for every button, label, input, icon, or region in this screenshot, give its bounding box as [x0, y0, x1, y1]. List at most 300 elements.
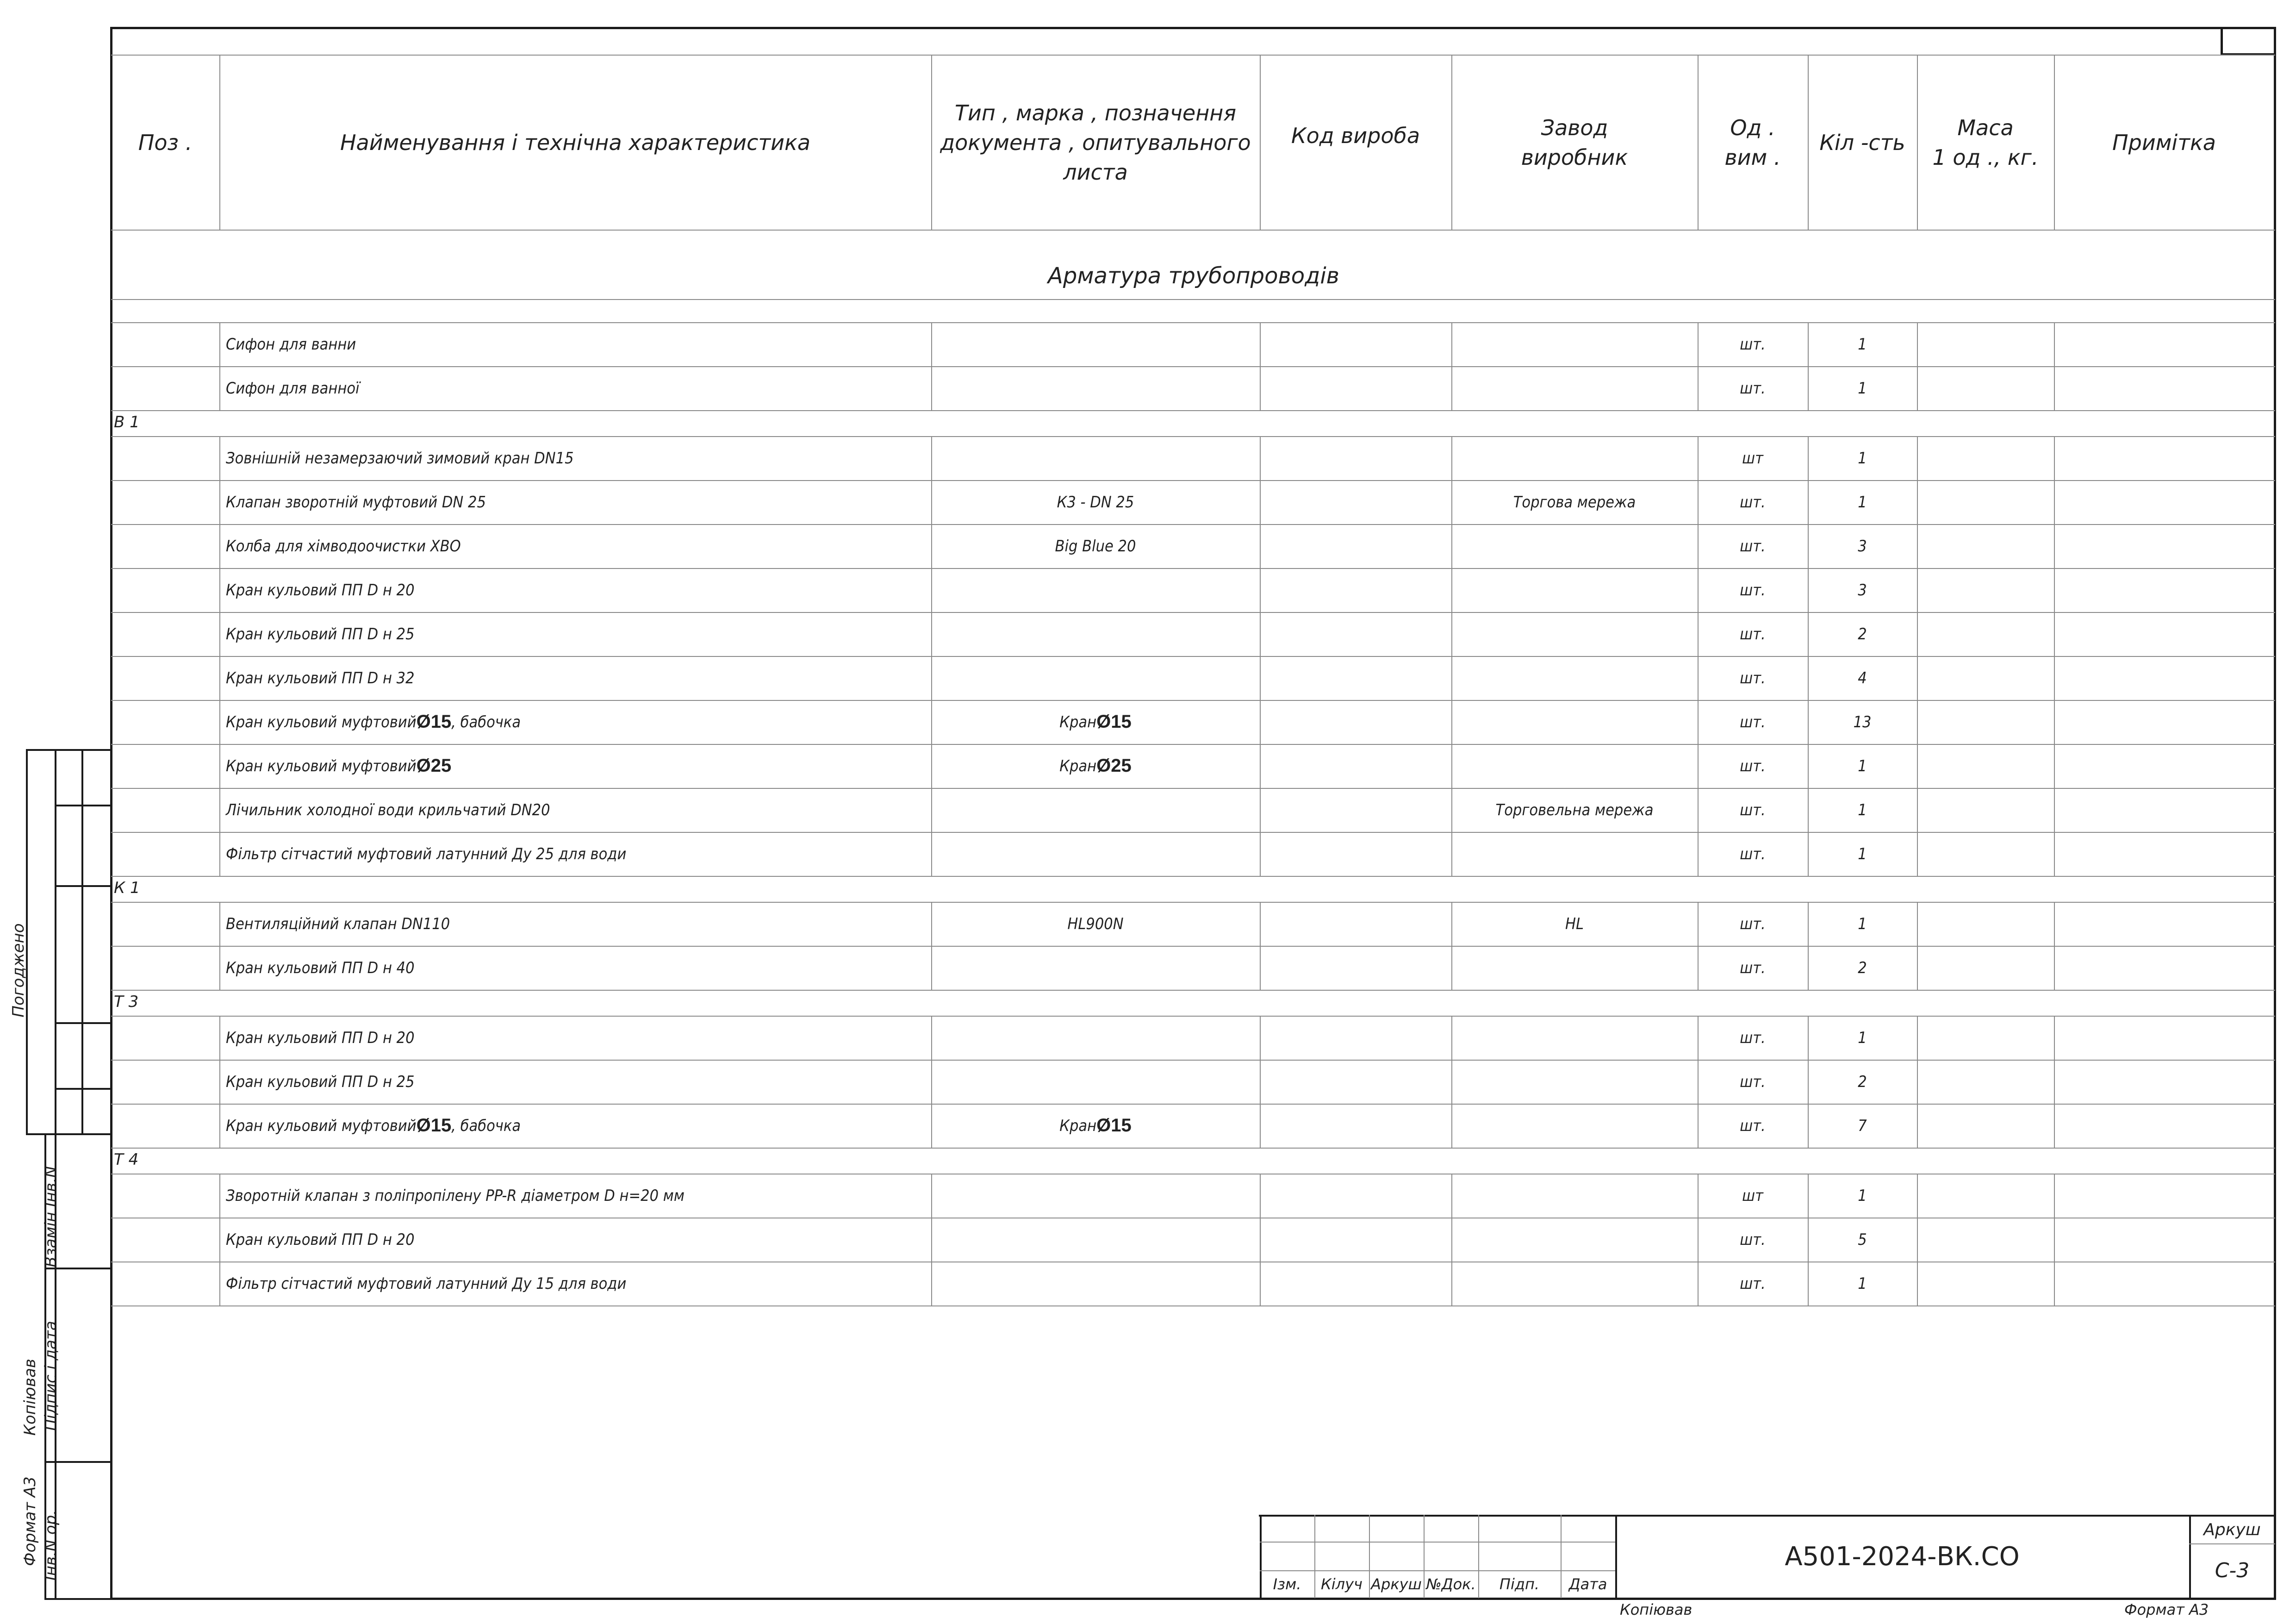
cell-unit: шт [1742, 449, 1763, 468]
cell-type [931, 612, 1260, 656]
grid-vline [2054, 788, 2055, 832]
grid-vline [1808, 1218, 1809, 1262]
cell-maker: HL [1565, 914, 1584, 933]
grid-vline [1917, 744, 1918, 788]
grid-vline [1260, 832, 1261, 876]
cell-type [931, 366, 1260, 410]
grid-hline [111, 524, 2275, 525]
cell-maker [1451, 832, 1698, 876]
cell-unit: шт. [1740, 1230, 1766, 1249]
grid-vline [219, 788, 220, 832]
cell-maker: Торгова мережа [1513, 493, 1636, 512]
grid-hline [111, 480, 2275, 481]
grid-vline [1698, 656, 1699, 700]
stamp-line [55, 749, 56, 1598]
cell-name: Кран кульовий муфтовий Ø15 , бабочка [226, 712, 521, 732]
cell-type: Кран Ø25 [1059, 756, 1132, 776]
grid-vline [219, 1104, 220, 1148]
cell-unit: шт. [1740, 379, 1766, 398]
cell-name: Кран кульовий ПП D н 25 [226, 625, 415, 643]
group-label: Т 4 [114, 1150, 139, 1169]
footer-copied: Копіював [1620, 1601, 1692, 1618]
grid-vline [1917, 946, 1918, 990]
grid-vline [1451, 1262, 1452, 1305]
cell-type [931, 1218, 1260, 1262]
cell-unit: шт. [1740, 712, 1766, 731]
grid-vline [1260, 1262, 1261, 1305]
grid-vline [1808, 788, 1809, 832]
grid-hline [111, 612, 2275, 613]
grid-vline [931, 1016, 932, 1060]
cell-unit: шт. [1740, 914, 1766, 933]
tb-line [2189, 1515, 2191, 1598]
grid-vline [219, 1016, 220, 1060]
cell-type: Big Blue 20 [1055, 537, 1136, 556]
grid-vline [1260, 1218, 1261, 1262]
stamp-format: Формат А3 [21, 1476, 39, 1566]
cell-maker [1451, 1104, 1698, 1148]
grid-vline [2054, 656, 2055, 700]
grid-vline [219, 1262, 220, 1305]
grid-vline [1451, 832, 1452, 876]
grid-hline [111, 366, 2275, 367]
cell-maker [1451, 656, 1698, 700]
cell-name: Кран кульовий муфтовий Ø15 , бабочка [226, 1115, 521, 1136]
grid-vline [1808, 612, 1809, 656]
grid-hline [111, 568, 2275, 569]
grid-vline [219, 656, 220, 700]
grid-vline [2054, 700, 2055, 744]
grid-vline [1698, 1060, 1699, 1104]
cell-name: Кран кульовий ПП D н 25 [226, 1072, 415, 1091]
grid-vline [1917, 656, 1918, 700]
header-code: Код вироба [1291, 123, 1420, 148]
cell-name: Зворотній клапан з поліпропілену PP-R діаметром D н=20 мм [226, 1186, 684, 1205]
stamp-agreed: Погоджено [9, 923, 28, 1018]
cell-qty: 1 [1858, 449, 1867, 468]
grid-vline [1808, 366, 1809, 410]
grid-vline [2054, 55, 2055, 230]
grid-vline [2054, 1104, 2055, 1148]
grid-vline [931, 366, 932, 410]
grid-vline [1808, 1016, 1809, 1060]
grid-vline [931, 700, 932, 744]
grid-vline [1451, 480, 1452, 524]
cell-type [931, 1174, 1260, 1218]
grid-vline [2054, 1174, 2055, 1218]
cell-name: Сифон для ванни [226, 335, 356, 354]
grid-vline [931, 1218, 932, 1262]
grid-vline [1917, 366, 1918, 410]
stamp-copied: Копіював [21, 1358, 39, 1436]
cell-qty: 1 [1858, 914, 1867, 933]
grid-vline [219, 480, 220, 524]
tb-label-data: Дата [1568, 1575, 1607, 1593]
grid-vline [1917, 436, 1918, 480]
grid-vline [1451, 700, 1452, 744]
grid-vline [1451, 1174, 1452, 1218]
tb-label-arkush: Аркуш [1371, 1575, 1422, 1593]
cell-qty: 4 [1858, 668, 1867, 687]
tb-line [1561, 1515, 1562, 1598]
grid-vline [1698, 524, 1699, 568]
cell-unit: шт. [1740, 537, 1766, 556]
grid-vline [219, 612, 220, 656]
tb-line [2189, 1543, 2275, 1544]
grid-vline [1260, 436, 1261, 480]
grid-vline [2054, 946, 2055, 990]
cell-name: Зовнішній незамерзаючий зимовий кран DN15 [226, 449, 574, 468]
grid-vline [219, 322, 220, 366]
cell-type: Кран Ø15 [1059, 712, 1132, 732]
grid-vline [1451, 1016, 1452, 1060]
grid-vline [1808, 568, 1809, 612]
stamp-line [44, 1133, 46, 1598]
grid-hline [111, 410, 2275, 411]
header-unit: Од . вим . [1724, 115, 1781, 170]
grid-vline [1698, 1218, 1699, 1262]
stamp-line [26, 1133, 111, 1135]
grid-vline [1698, 946, 1699, 990]
grid-vline [2054, 1016, 2055, 1060]
cell-maker [1451, 1060, 1698, 1104]
grid-vline [1808, 832, 1809, 876]
grid-vline [1451, 788, 1452, 832]
cell-qty: 2 [1858, 1072, 1867, 1091]
grid-vline [1451, 946, 1452, 990]
header-maker: Завод виробник [1521, 115, 1628, 170]
grid-vline [1260, 524, 1261, 568]
grid-vline [1451, 612, 1452, 656]
cell-type [931, 946, 1260, 990]
grid-vline [1451, 1060, 1452, 1104]
cell-maker [1451, 1218, 1698, 1262]
grid-vline [1698, 366, 1699, 410]
cell-qty: 1 [1858, 1274, 1867, 1293]
cell-type [931, 788, 1260, 832]
cell-qty: 13 [1853, 712, 1872, 731]
grid-vline [1451, 322, 1452, 366]
grid-vline [1451, 524, 1452, 568]
header-qty: Кіл -сть [1819, 130, 1905, 155]
header-name: Найменування і технічна характеристика [340, 130, 811, 155]
grid-vline [1808, 1262, 1809, 1305]
cell-name: Кран кульовий ПП D н 20 [226, 1230, 415, 1249]
grid-vline [1698, 1104, 1699, 1148]
stamp-line [81, 749, 83, 1135]
cell-maker [1451, 436, 1698, 480]
cell-name: Колба для хімводоочистки ХВО [226, 537, 461, 556]
grid-vline [1260, 902, 1261, 946]
cell-name: Кран кульовий муфтовий Ø25 [226, 756, 452, 776]
grid-vline [1808, 744, 1809, 788]
grid-vline [2054, 436, 2055, 480]
grid-vline [219, 1174, 220, 1218]
grid-vline [1808, 946, 1809, 990]
grid-vline [1917, 1016, 1918, 1060]
grid-vline [1451, 1104, 1452, 1148]
grid-vline [1808, 1104, 1809, 1148]
grid-vline [1808, 436, 1809, 480]
grid-vline [1451, 55, 1452, 230]
grid-vline [1698, 832, 1699, 876]
grid-vline [1917, 788, 1918, 832]
cell-qty: 1 [1858, 756, 1867, 775]
grid-hline [111, 1305, 2275, 1306]
sheet-value: С-3 [2215, 1558, 2250, 1582]
grid-vline [1260, 788, 1261, 832]
grid-vline [1451, 366, 1452, 410]
tb-line [1260, 1515, 1262, 1598]
cell-name: Кран кульовий ПП D н 32 [226, 668, 415, 687]
cell-maker [1451, 1016, 1698, 1060]
cell-type [931, 656, 1260, 700]
grid-vline [1451, 744, 1452, 788]
cell-unit: шт. [1740, 756, 1766, 775]
grid-vline [219, 366, 220, 410]
cell-qty: 1 [1858, 493, 1867, 512]
cell-unit: шт. [1740, 1116, 1766, 1135]
grid-vline [1917, 1262, 1918, 1305]
cell-name: Фільтр сітчастий муфтовий латунний Ду 15 для води [226, 1274, 627, 1293]
cell-unit: шт. [1740, 493, 1766, 512]
cell-qty: 1 [1858, 1028, 1867, 1047]
cell-name: Кран кульовий ПП D н 20 [226, 581, 415, 600]
grid-vline [1698, 436, 1699, 480]
grid-hline [111, 436, 2275, 437]
cell-unit: шт. [1740, 335, 1766, 354]
grid-vline [1451, 902, 1452, 946]
grid-vline [1260, 55, 1261, 230]
grid-vline [1917, 832, 1918, 876]
corner-box [2221, 27, 2276, 56]
grid-vline [931, 1262, 932, 1305]
grid-vline [1698, 902, 1699, 946]
grid-vline [931, 832, 932, 876]
grid-vline [1260, 946, 1261, 990]
header-pos: Поз . [138, 130, 193, 155]
cell-qty: 2 [1858, 958, 1867, 977]
grid-vline [1917, 1060, 1918, 1104]
cell-name: Фільтр сітчастий муфтовий латунний Ду 25 для води [226, 844, 627, 863]
stamp-inv-orig: Інв.N ор. [42, 1510, 60, 1581]
grid-hline [111, 1016, 2275, 1017]
grid-vline [219, 832, 220, 876]
grid-vline [931, 1104, 932, 1148]
cell-unit: шт [1742, 1186, 1763, 1205]
grid-vline [2054, 524, 2055, 568]
group-label: Т 3 [114, 993, 139, 1011]
sheet-label: Аркуш [2203, 1520, 2261, 1539]
header-mass: Маса 1 од ., кг. [1932, 115, 2039, 170]
cell-name: Вентиляційний клапан DN110 [226, 914, 450, 933]
grid-vline [2054, 612, 2055, 656]
cell-maker [1451, 744, 1698, 788]
grid-hline [111, 1148, 2275, 1149]
grid-vline [931, 656, 932, 700]
grid-vline [1917, 480, 1918, 524]
tb-line [1259, 1515, 2275, 1517]
grid-hline [111, 744, 2275, 745]
grid-hline [111, 55, 2275, 56]
tb-label-pidp: Підп. [1499, 1575, 1540, 1593]
stamp-line [44, 1598, 111, 1600]
grid-vline [219, 902, 220, 946]
grid-vline [1917, 568, 1918, 612]
grid-vline [1260, 1016, 1261, 1060]
cell-qty: 1 [1858, 800, 1867, 819]
grid-vline [1808, 1060, 1809, 1104]
grid-vline [2054, 832, 2055, 876]
stamp-line [55, 805, 110, 806]
grid-vline [1698, 480, 1699, 524]
cell-type [931, 832, 1260, 876]
stamp-line [55, 1088, 110, 1090]
grid-vline [1917, 1174, 1918, 1218]
grid-hline [111, 299, 2275, 300]
cell-type [931, 1060, 1260, 1104]
cell-type: HL900N [1067, 914, 1124, 933]
cell-qty: 3 [1858, 537, 1867, 556]
grid-vline [931, 436, 932, 480]
tb-line [1478, 1515, 1479, 1598]
cell-type [931, 436, 1260, 480]
grid-hline [111, 788, 2275, 789]
grid-vline [931, 946, 932, 990]
cell-qty: 3 [1858, 581, 1867, 600]
stamp-line [55, 885, 110, 887]
grid-vline [931, 524, 932, 568]
grid-vline [1808, 700, 1809, 744]
grid-vline [1698, 744, 1699, 788]
grid-vline [219, 700, 220, 744]
grid-vline [1260, 700, 1261, 744]
cell-maker [1451, 568, 1698, 612]
grid-vline [1451, 656, 1452, 700]
grid-vline [1698, 700, 1699, 744]
grid-vline [2054, 322, 2055, 366]
cell-unit: шт. [1740, 581, 1766, 600]
cell-unit: шт. [1740, 844, 1766, 863]
grid-vline [1808, 656, 1809, 700]
grid-vline [2054, 902, 2055, 946]
grid-vline [219, 55, 220, 230]
grid-vline [1260, 366, 1261, 410]
grid-vline [1698, 1016, 1699, 1060]
grid-vline [2054, 1218, 2055, 1262]
tb-label-ndok: №Док. [1426, 1575, 1476, 1593]
grid-vline [1260, 322, 1261, 366]
grid-vline [931, 322, 932, 366]
grid-vline [1917, 55, 1918, 230]
cell-unit: шт. [1740, 1072, 1766, 1091]
cell-maker [1451, 524, 1698, 568]
cell-type: К3 - DN 25 [1057, 493, 1134, 512]
grid-hline [111, 1060, 2275, 1061]
cell-name: Лічильник холодної води крильчатий DN20 [226, 800, 550, 819]
cell-type [931, 322, 1260, 366]
grid-vline [2054, 480, 2055, 524]
cell-type [931, 1262, 1260, 1305]
grid-hline [111, 656, 2275, 657]
grid-vline [931, 744, 932, 788]
grid-vline [2054, 568, 2055, 612]
cell-maker: Торговельна мережа [1495, 800, 1654, 819]
grid-vline [931, 788, 932, 832]
grid-vline [931, 902, 932, 946]
cell-type: Кран Ø15 [1059, 1115, 1132, 1136]
grid-hline [111, 1104, 2275, 1105]
cell-unit: шт. [1740, 1274, 1766, 1293]
grid-vline [1808, 480, 1809, 524]
cell-maker [1451, 1174, 1698, 1218]
grid-vline [219, 524, 220, 568]
grid-hline [111, 700, 2275, 701]
grid-vline [219, 568, 220, 612]
cell-qty: 1 [1858, 1186, 1867, 1205]
grid-vline [1698, 612, 1699, 656]
cell-name: Сифон для ванної [226, 379, 360, 398]
grid-vline [1451, 568, 1452, 612]
grid-hline [111, 902, 2275, 903]
tb-line [1260, 1570, 1615, 1571]
grid-vline [1260, 1104, 1261, 1148]
grid-hline [111, 322, 2275, 323]
cell-type [931, 568, 1260, 612]
grid-vline [1451, 1218, 1452, 1262]
grid-vline [1917, 1218, 1918, 1262]
cell-qty: 2 [1858, 625, 1867, 643]
stamp-line [26, 749, 28, 1135]
grid-vline [2054, 1060, 2055, 1104]
tb-line [1314, 1515, 1315, 1598]
grid-vline [1698, 322, 1699, 366]
tb-line [1615, 1515, 1617, 1598]
grid-vline [931, 55, 932, 230]
cell-name: Клапан зворотній муфтовий DN 25 [226, 493, 486, 512]
group-label: В 1 [114, 413, 140, 431]
grid-vline [1260, 656, 1261, 700]
header-type: Тип , марка , позначення документа , опитувального листа [940, 100, 1251, 185]
grid-hline [111, 230, 2275, 231]
grid-vline [1808, 322, 1809, 366]
grid-hline [111, 990, 2275, 991]
grid-vline [1808, 1174, 1809, 1218]
cell-maker [1451, 946, 1698, 990]
grid-vline [1808, 55, 1809, 230]
grid-vline [931, 1174, 932, 1218]
cell-maker [1451, 366, 1698, 410]
grid-vline [1698, 1262, 1699, 1305]
footer-format: Формат А3 [2124, 1601, 2209, 1618]
grid-vline [1260, 480, 1261, 524]
grid-vline [1917, 612, 1918, 656]
grid-vline [219, 1060, 220, 1104]
grid-hline [111, 832, 2275, 833]
cell-maker [1451, 612, 1698, 656]
cell-unit: шт. [1740, 1028, 1766, 1047]
grid-vline [2054, 366, 2055, 410]
grid-vline [1917, 902, 1918, 946]
header-note: Примітка [2112, 130, 2216, 155]
cell-qty: 7 [1858, 1116, 1867, 1135]
cell-unit: шт. [1740, 958, 1766, 977]
grid-vline [1260, 568, 1261, 612]
grid-vline [931, 568, 932, 612]
stamp-replaced: Взамін Інв.N [42, 1166, 60, 1268]
cell-type [931, 1016, 1260, 1060]
grid-vline [1698, 1174, 1699, 1218]
